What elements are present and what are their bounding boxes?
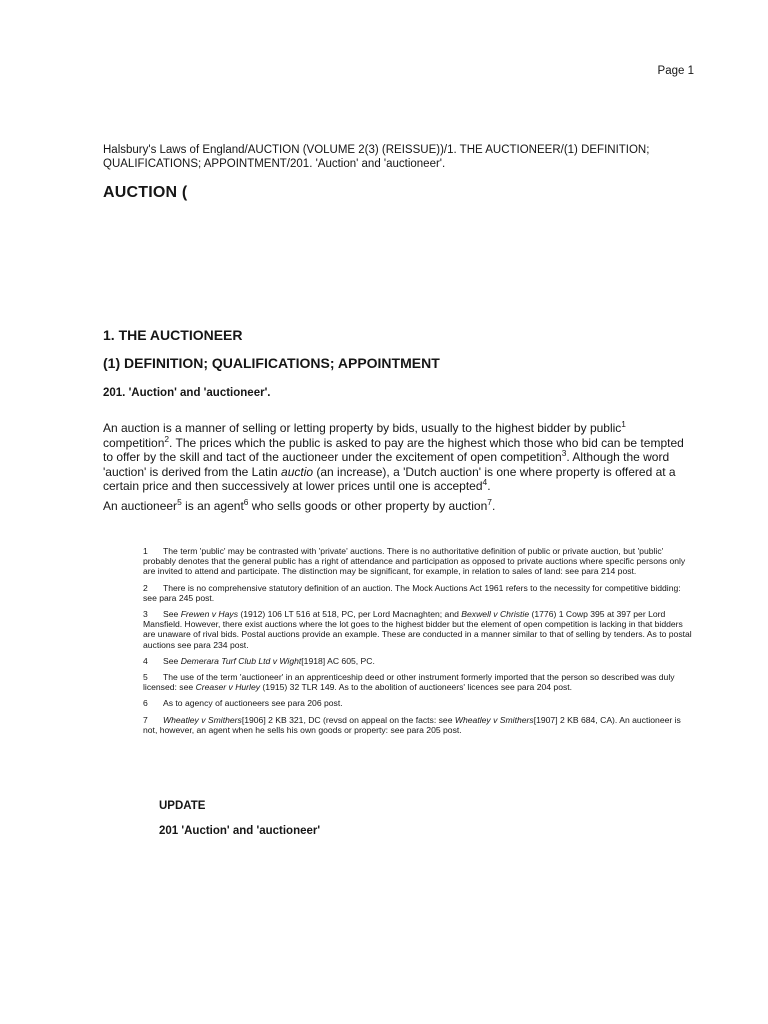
text-run: (1776) 1 Cowp 395 at 397 per Lord Mansfield. However, there exist auctions where the lot goes to the highest bidder but the element of open competition is lacking in that bidders are unaware of rival bids. Postal auctions provide an example. These are conducted in a manner similar to that of selling by tenders. As to postal auctions see para 234 post. [143,609,692,650]
footnote-number: 3 [143,609,148,620]
text-run: [1907] 2 KB 684, CA). An auctioneer is not, however, an agent when he sells his own goods or property: see para 205 post. [143,714,681,735]
text-run: [1918] AC 605, PC. [301,655,375,666]
text-run: (1915) 32 TLR 149. As to the abolition of auctioneers' licences see para 204 post. [260,682,573,693]
footnote-text [143,672,675,692]
text-run: . [487,479,491,493]
text-run: (1912) 106 LT 516 at 518, PC, per Lord Macnaghten; and [238,609,462,620]
footnote-ref: 1 [621,419,626,429]
italic-text: Bexwell v Christie [461,609,530,620]
breadcrumb: Halsbury's Laws of England/AUCTION (VOLUME 2(3) (REISSUE))/1. THE AUCTIONEER/(1) DEFINITION; QUALIFICATIONS; APPOINTMENT/201. 'Auction' and 'auctioneer'. [103,144,650,170]
text-run: There is no comprehensive statutory definition of an auction. The Mock Auctions Act 1961 refers to the necessity for competitive bidding: see para 245 post. [143,582,681,603]
italic-text: auctio [281,464,314,479]
italic-text: Wheatley v Smithers [163,714,242,725]
text-run: . Although the word 'auction' is derived from the Latin [103,450,670,479]
footnote-text [163,698,343,708]
footnote-ref: 3 [561,448,567,458]
text-run: . [491,499,496,513]
body-paragraph [103,499,693,514]
text-run: As to agency of auctioneers see para 206 post. [163,698,343,709]
document-title: AUCTION ( [103,184,188,201]
text-run: [1906] 2 KB 321, DC (revsd on appeal on the facts: see [241,714,455,725]
footnote-number: 6 [143,698,148,709]
text-run: competition [103,435,165,450]
paragraph-heading: 201. 'Auction' and 'auctioneer'. [103,387,271,399]
footnote [143,583,693,603]
footnotes [143,546,693,741]
text-run: who sells goods or other property by auction [248,499,488,513]
footnote-text [143,715,681,735]
footnote [143,656,693,666]
body-paragraph [103,421,693,494]
italic-text: Wheatley v Smithers [454,714,534,725]
footnote [143,715,693,735]
footnote-number: 2 [143,582,148,593]
text-run: The term 'public' may be contrasted with 'private' auctions. There is no authoritative definition of public or private auction, but 'public' probably denotes that the general public has a right of attendance and participation as opposed to private auctions where specific persons only are invited to attend and participate. The distinction may be significant, for example, in relation to sales of land: see para 214 post. [143,546,686,577]
footnote-text [143,546,685,576]
footnote [143,546,693,577]
page-number: Page 1 [657,65,694,77]
text-run: The use of the term 'auctioneer' in an apprenticeship deed or other instrument formerly imported that the person so described was duly licensed: see [143,672,675,693]
footnote [143,672,693,692]
text-run: (an increase), a 'Dutch auction' is one where property is offered at a certain price and then successively at lower prices until one is accepted [103,464,676,493]
footnote-text [163,656,375,666]
text-run: is an agent [181,499,244,513]
footnote-ref: 7 [487,497,492,507]
update-paragraph-heading: 201 'Auction' and 'auctioneer' [159,825,321,837]
text-run: See [163,609,181,620]
footnote-ref: 5 [177,497,182,507]
section-heading: 1. THE AUCTIONEER [103,327,243,343]
footnote-ref: 4 [482,477,488,487]
footnote [143,609,693,650]
footnote-ref: 6 [243,497,249,507]
text-run: An auctioneer [103,499,178,513]
text-run: . The prices which the public is asked to pay are the highest which those who bid can be tempted to offer by the skill and tact of the auctioneer under the excitement of open competition [103,435,684,464]
italic-text: Creaser v Hurley [195,682,261,693]
footnote-number: 7 [143,714,148,725]
footnote-text [143,609,692,650]
italic-text: Frewen v Hays [180,609,238,620]
footnote-number: 4 [143,655,148,666]
footnote [143,698,693,708]
subsection-heading: (1) DEFINITION; QUALIFICATIONS; APPOINTMENT [103,355,440,371]
italic-text: Demerara Turf Club Ltd v Wight [180,655,302,666]
update-heading: UPDATE [159,800,206,812]
text-run: See [163,655,181,666]
footnote-number: 5 [143,672,148,683]
text-run: An auction is a manner of selling or letting property by bids, usually to the highest bidder by public [103,421,622,435]
footnote-text [143,583,681,603]
footnote-number: 1 [143,546,148,556]
footnote-ref: 2 [164,433,170,444]
